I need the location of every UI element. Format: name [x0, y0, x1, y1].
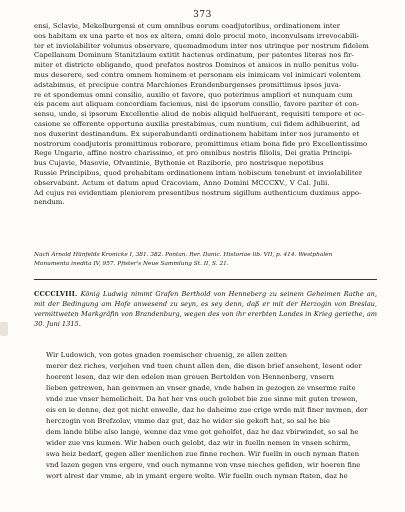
page-stain: [0, 322, 8, 336]
charter-heading: [34, 289, 377, 329]
charter-body: [34, 350, 377, 482]
charter-body-paragraph: [34, 350, 377, 482]
latin-line: sensu, unde, si ipsorum Excellentie aliud de nobis aliquid helfuerant, requisiti tempore et oc-: [34, 110, 365, 119]
charter-body-line: lieben getrewen, han genvmen an vnser gnade, vnde haben in gezogen ze vnserme raite: [46, 384, 356, 392]
latin-text-block: [34, 22, 377, 208]
charter-number: CCCCLVIII.: [34, 290, 78, 298]
latin-line: mus deserere, sed contra omnem hominem et personam eis inimicam vel inimicari volentem: [34, 70, 361, 79]
latin-line: Russie Principibus, quod prehabitam ordinationem intam nobiscum tenebunt et inviolabiliter: [34, 168, 363, 177]
latin-paragraph: [34, 22, 377, 208]
latin-line: observabunt. Actum et datum apud Cracoviam, Anno Domini MCCCXV., V Cal. Julii.: [34, 178, 330, 187]
page-number: 373: [193, 10, 212, 20]
latin-line: re et spondemus omni consilio, auxilio et favore, quo poterimus ampliori et nunquam cum: [34, 90, 353, 99]
source-citation: [34, 251, 377, 268]
charter-body-line: vnde zue vnser hemelicheit. Da hat her vns ouch gelobet bie zue sinne mit guten trewen,: [46, 395, 358, 403]
charter-body-line: Wir Ludowich, von gotes gnaden roemischer chuenig, ze allen zeiten: [46, 351, 288, 359]
charter-body-line: vnd lazen gegen vns ergere, vnd ouch nymanne von vnse nieches gefiden, wir hoeren fine: [46, 461, 361, 469]
latin-line: ensi, Sclavie, Mekelburgensi et cum omnibus eorum coadjutoribus, ordinationem inter: [34, 22, 341, 30]
source-line-1: Nach Arnold Hünfelds Kronicke I, 381. 382. Pontan. Rer. Danic. Historiae lib. VII, p. 414. Westphalen: [34, 252, 333, 258]
charter-body-line: dem lande blibe also lange, wenne daz vme got geholfet, daz he daz vbirwindet, so sal he: [46, 428, 359, 436]
latin-line: nos duxerint destinandum. Ex superabundanti ordinationem habitam inter nos juramento et: [34, 129, 360, 138]
charter-body-line: eis en ie denne, dez got nicht enwelle, daz he daheime zue crige wrde mit finer mvmen, der: [46, 406, 368, 414]
latin-line: casione se offerente opportuna auxilia prestabimus, cum nuntium, cui fidem adhibuerint, ad: [34, 119, 360, 128]
charter-body-line: wort alrest dar vmme, ab in ymant ergere wolte. Wir fuelln ouch nyman ftaten, daz he: [46, 472, 348, 480]
latin-line: nostrorum coadjutoris promittimus roborare, promittimus etiam bona fide pro Excellentissimo: [34, 139, 368, 148]
source-line-2: Monumenta inedita IV, 957. Pfister's Neue Sammlung St. II, S. 21.: [34, 260, 229, 267]
latin-line: eis pacem aut aliquam concordiam faciemus, nisi de ipsorum consilio, favore pariter et con-: [34, 100, 360, 109]
latin-line: ter et inviolabiliter volumus observare, quemadmodum inter nos utrinque per nostrum fidelem: [34, 41, 369, 50]
charter-body-line: swa heiz bedarf, gegen aller menlichen zue finne rechen. Wir fuelln in ouch nyman ftaten: [46, 450, 360, 458]
charter-body-line: herczogin von Brefzolav, vmme daz gut, daz he wider sie gekoft hat, so sal he bie: [46, 417, 330, 425]
latin-line: Ad cujus rei evidentiam pleniorem presentibus nostrum sigillum authenticum duximus appo-: [34, 188, 362, 197]
latin-line: Capellanum Dominum Stanitzlaum extitit hactenus ordinatum, per patentes literas nos fir-: [34, 51, 354, 60]
charter-body-line: hoerent lesen, daz wir den edelen man greuen Bertolden von Hennenberg, vnsern: [46, 373, 334, 381]
latin-line: miter et districte obligando, quod prefatos nostros Dominos et amicos in nullo penitus volu-: [34, 61, 359, 70]
latin-line: adstabimus, et precipue contra Marchiones Erandenburgenses promittimus ipsos juva-: [34, 80, 342, 89]
charter-body-line: wider zue vns kumen. Wir haben ouch gelobt, daz wir in fuelln nemen in vnsen schirm,: [46, 439, 351, 447]
charter-body-line: merer dez riches, verjehen vnd tuen chunt allen den, die disen brief ansehent, lesent oder: [46, 362, 362, 370]
latin-line: nendum.: [34, 198, 65, 207]
section-divider: [34, 279, 377, 280]
latin-line: Rege Ungarie, affine nostro charissimo, et pro omnibus nostris filiolis, Dei gratia Principi-: [34, 149, 353, 158]
latin-line: eos habitam ex una parte et nos ex altera, omni dolo procul moto, inconvulsam irrevocabili-: [34, 31, 359, 40]
charter-title: König Ludwig nimmt Grafen Berthold von Henneberg zu seinem Geheimen Rathe an, mit der Bedingung am Hofe anwesend zu seyn, es sey denn, daß er mit der Herzogin von Breslau, vermittweten Markgräfin von Brandenburg, wegen des von ihr ererbten Landes in Krieg geriethe, am 30. Juni 1315.: [34, 290, 377, 328]
latin-line: bus Cujavie, Masovie, Ofvantinie, Bythonie et Raziborie, pro nostrisque nepotibus: [34, 159, 324, 168]
